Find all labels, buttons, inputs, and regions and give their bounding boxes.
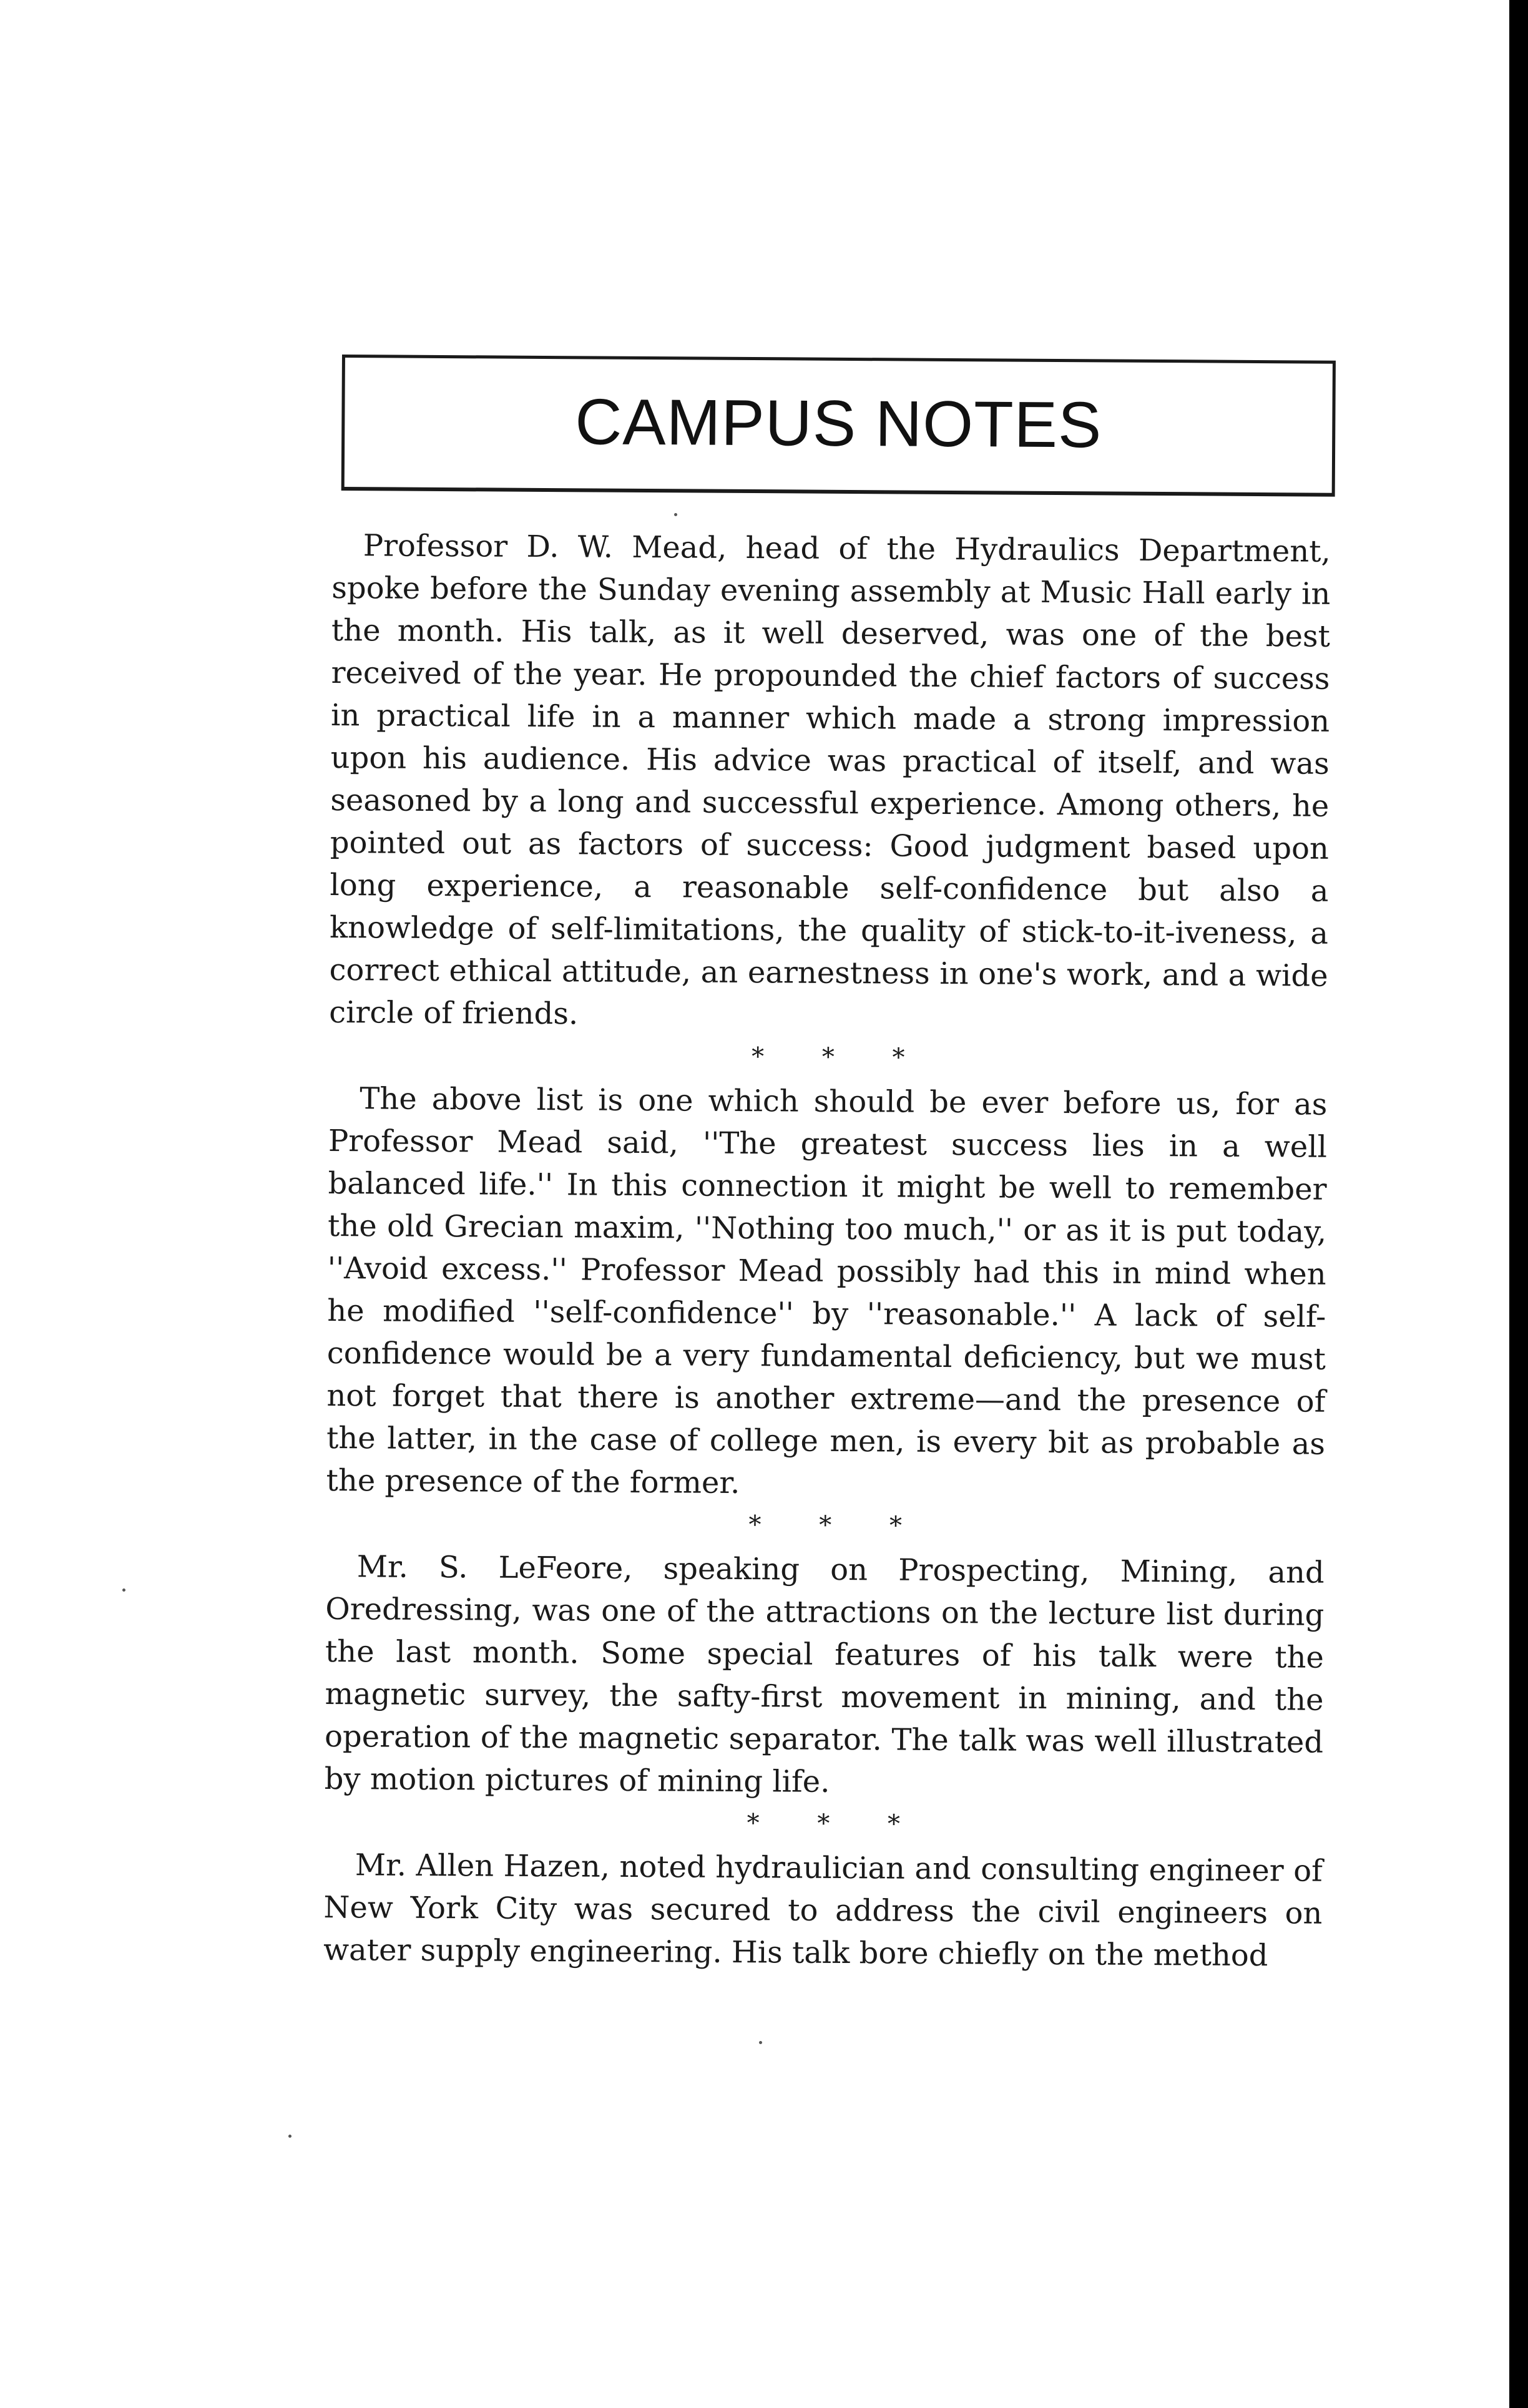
- scan-page-edge: [1509, 0, 1528, 2408]
- paragraph-hazen-address: Mr. Allen Hazen, noted hydraulician and consulting engineer of New York City was secured to address the civil engineers on water supply engineering. His talk bore chiefly on the method: [323, 1848, 1323, 1974]
- section-separator: * * *: [747, 1809, 926, 1839]
- paragraph-mead-talk: Professor D. W. Mead, head of the Hydraulics Department, spoke before the Sunday evening assembly at Music Hall early in the month. His talk, as it well deserved, was one of the best received of the year. He propounded the chief factors of success in practical life in a manner which made a strong impression upon his audience. His advice was practical of itself, and was seasoned by a long and successful experience. Among others, he pointed out as factors of success: Good judgment based upon long experience, a reasonable self-confidence but also a knowledge of self-limitations, the quality of stick-to-it-iveness, a correct ethical attitude, an earnestness in one's work, and a wide circle of friends.: [329, 528, 1331, 1032]
- scan-speck: [759, 2041, 762, 2044]
- heading-box: [341, 355, 1336, 497]
- page-title: CAMPUS NOTES: [574, 386, 1102, 462]
- paragraph-lefeore-lecture: Mr. S. LeFeore, speaking on Prospecting, Mining, and Oredressing, was one of the attractions on the lecture list during the last month. Some special features of his talk were the magnetic survey, the safty-first movement in mining, and the operation of the magnetic separator. The talk was well illustrated by motion pictures of mining life.: [324, 1549, 1325, 1799]
- section-separator: * * *: [751, 1042, 930, 1072]
- scan-speck: [122, 1588, 125, 1592]
- article-body: [323, 524, 1331, 1977]
- scan-speck: [288, 2135, 291, 2138]
- section-separator: * * *: [748, 1510, 928, 1540]
- scan-speck: [674, 513, 677, 516]
- paragraph-balanced-life: The above list is one which should be ever before us, for as Professor Mead said, ''The greatest success lies in a well balanced life.'' In this connection it might be well to remember the old Grecian maxim, ''Nothing too much,'' or as it is put today, ''Avoid excess.'' Professor Mead possibly had this in mind when he modified ''self-confidence'' by ''reasonable.'' A lack of self-confidence would be a very fundamental deficiency, but we must not forget that there is another extreme—and the presence of the latter, in the case of college men, is every bit as probable as the presence of the former.: [326, 1081, 1328, 1501]
